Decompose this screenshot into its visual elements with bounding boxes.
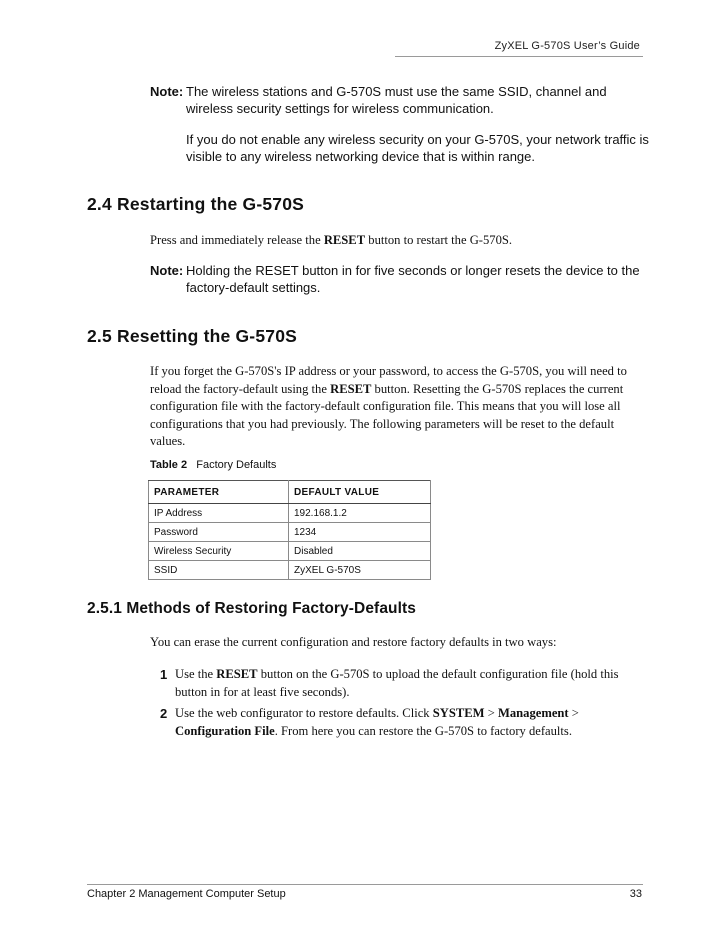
text: If you forget the G-570S's IP address or your password, to access the G-570S, you will need to reload the factory-default using the xyxy=(150,364,627,396)
bold-reset: RESET xyxy=(323,233,366,247)
table-header-row xyxy=(149,481,431,504)
table-header-cell: PARAMETER xyxy=(149,481,289,504)
page-number: 33 xyxy=(629,888,642,900)
table-row xyxy=(149,504,431,523)
list-number: 1 xyxy=(160,667,168,682)
list-item xyxy=(175,705,645,740)
table-caption-label: Table 2 xyxy=(150,459,188,471)
list-number: 2 xyxy=(160,706,168,721)
heading-2-4: 2.4 Restarting the G-570S xyxy=(87,194,305,214)
paragraph-restart xyxy=(150,232,642,250)
note-text: Holding the RESET button in for five seconds or longer resets the device to the factory-default settings. xyxy=(186,263,640,295)
table-cell: Disabled xyxy=(289,542,431,561)
heading-2-5: 2.5 Resetting the G-570S xyxy=(87,326,298,346)
bold-management: Management xyxy=(497,706,569,720)
note-text-2: If you do not enable any wireless security on your G-570S, your network traffic is visible to any wireless networking device that is within range. xyxy=(186,132,649,164)
note-wireless-settings xyxy=(150,83,650,165)
factory-defaults-table xyxy=(148,480,431,580)
paragraph-methods-intro: You can erase the current configuration and restore factory defaults in two ways: xyxy=(150,635,557,649)
footer-rule xyxy=(87,884,643,885)
bold-configuration-file: Configuration File xyxy=(175,723,275,738)
table-caption-text: Factory Defaults xyxy=(196,459,277,471)
table-header-cell: DEFAULT VALUE xyxy=(289,481,431,504)
text: Use the web configurator to restore defaults. Click xyxy=(175,706,433,720)
paragraph-resetting xyxy=(150,363,642,451)
text: Use the xyxy=(175,667,217,681)
table-caption xyxy=(150,459,276,471)
note-label: Note: xyxy=(150,263,184,278)
footer-chapter: Chapter 2 Management Computer Setup xyxy=(87,888,286,900)
text: button to restart the G-570S. xyxy=(365,233,513,247)
table-row xyxy=(149,542,431,561)
running-header: ZyXEL G-570S User’s Guide xyxy=(494,40,640,52)
note-reset-hold xyxy=(150,262,650,296)
table-cell: Password xyxy=(149,523,289,542)
text: > xyxy=(568,706,579,720)
table-cell: 1234 xyxy=(289,523,431,542)
table-cell: IP Address xyxy=(149,504,289,523)
text: . From here you can restore the G-570S to factory defaults. xyxy=(274,723,572,738)
table-cell: ZyXEL G-570S xyxy=(289,561,431,580)
table-cell: 192.168.1.2 xyxy=(289,504,431,523)
table-row xyxy=(149,561,431,580)
bold-reset: RESET xyxy=(216,667,258,681)
table-cell: SSID xyxy=(149,561,289,580)
bold-reset: RESET xyxy=(330,381,372,396)
note-text-1: The wireless stations and G-570S must use the same SSID, channel and wireless security settings for wireless communication. xyxy=(186,84,607,116)
text: > xyxy=(484,706,498,720)
note-label: Note: xyxy=(150,84,184,99)
bold-system: SYSTEM xyxy=(432,706,485,720)
text: button on the G-570S to upload the default configuration file (hold this button in for at least five seconds). xyxy=(175,667,619,699)
table-row xyxy=(149,523,431,542)
text: button. Resetting the G-570S replaces the current configuration file with the factory-default configuration file. This means that you will lose all configurations that you had previously. The following parameters will be reset to the default values. xyxy=(150,381,624,448)
heading-2-5-1: 2.5.1 Methods of Restoring Factory-Defaults xyxy=(87,600,416,617)
table-cell: Wireless Security xyxy=(149,542,289,561)
list-item xyxy=(175,666,645,701)
text: Press and immediately release the xyxy=(150,233,324,247)
header-rule xyxy=(395,56,643,57)
